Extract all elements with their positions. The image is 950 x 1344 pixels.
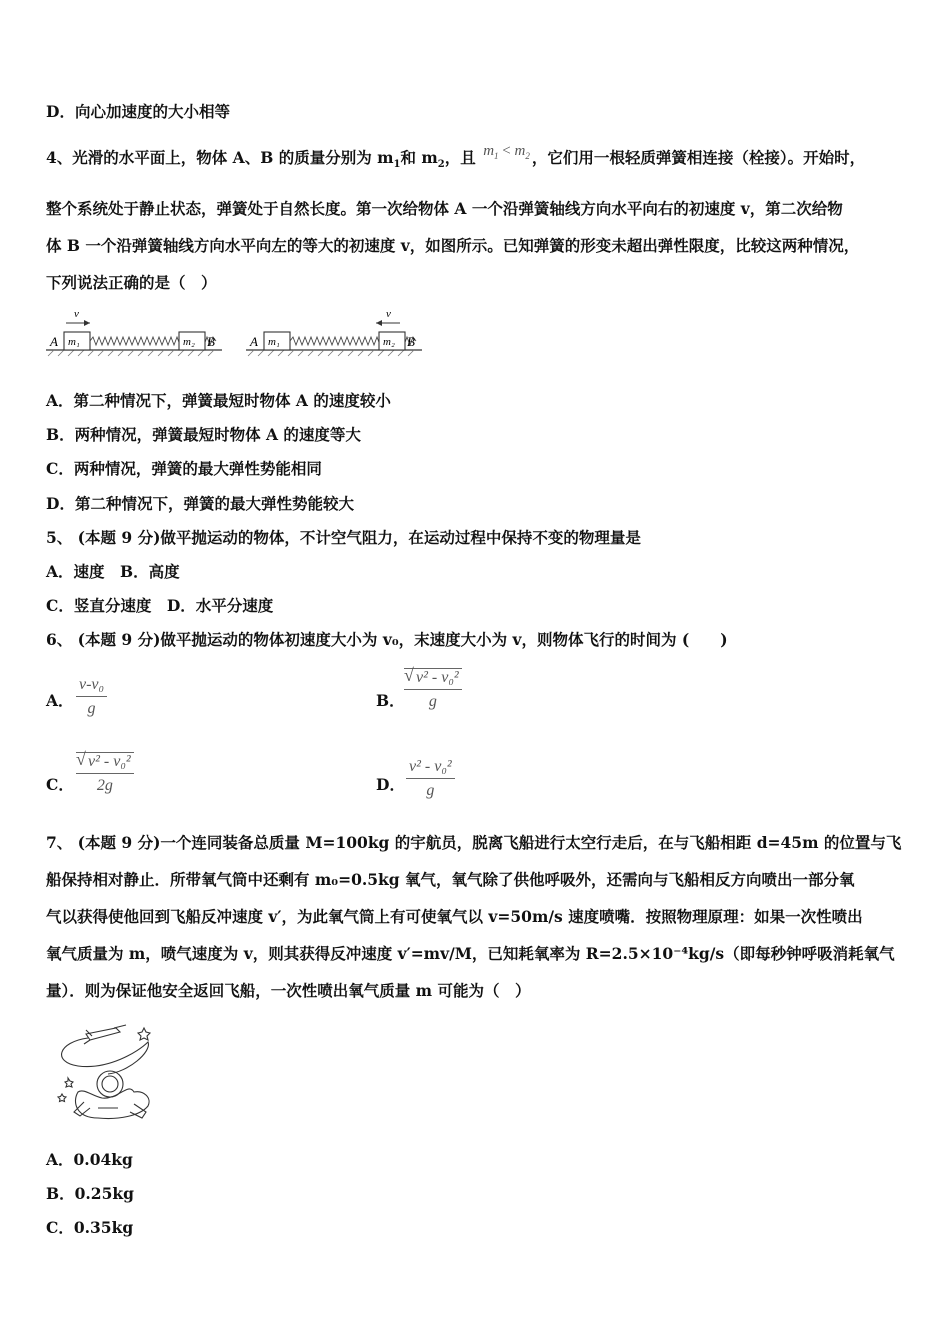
q4-sub1: 1 (393, 159, 401, 171)
label-m1-2: m₁ (268, 336, 280, 348)
label-A-2: A (250, 334, 258, 349)
q6-option-c-formula (76, 749, 134, 795)
q6-option-b-formula (404, 665, 462, 711)
q6-b-num-text: v² - v₀² (416, 669, 459, 686)
q4-option-a[interactable]: A．第二种情况下，弹簧最短时物体 A 的速度较小 (46, 391, 391, 410)
q7-option-c[interactable]: C．0.35kg (46, 1218, 134, 1237)
q4-option-b[interactable]: B．两种情况，弹簧最短时物体 A 的速度等大 (46, 425, 361, 444)
label-m2: m₂ (183, 336, 195, 348)
label-v-right: v (74, 308, 79, 320)
q6-d-num: v² - v₀² (406, 758, 455, 779)
cond-s2: 2 (525, 151, 530, 161)
q4-stem-part-a: 4、光滑的水平面上，物体 A、B 的质量分别为 m (46, 148, 394, 167)
q5-options-row1[interactable]: A．速度 B．高度 (46, 562, 180, 581)
diagram-case-1 (46, 308, 222, 356)
q6-option-b-label[interactable]: B． (376, 691, 405, 710)
q6-b-den: g (428, 693, 437, 710)
arrow-left-icon (376, 320, 382, 326)
q7-option-b[interactable]: B．0.25kg (46, 1184, 134, 1203)
q6-b-num (404, 665, 462, 690)
q6-option-d-formula (406, 758, 455, 800)
star-icon (138, 1028, 150, 1040)
q7-option-a[interactable]: A．0.04kg (46, 1150, 133, 1169)
q4-stem-line3: 体 B 一个沿弹簧轴线方向水平向左的等大的初速度 v，如图所示。已知弹簧的形变未超出弹性限度，比较这两种情况， (46, 236, 860, 255)
label-A: A (50, 334, 58, 349)
sqrt-icon: √ (76, 749, 86, 769)
q4-stem-part-d: ，它们用一根轻质弹簧相连接（栓接）。开始时， (531, 148, 866, 167)
q4-stem-line2: 整个系统处于静止状态，弹簧处于自然长度。第一次给物体 A 一个沿弹簧轴线方向水平向右的初速度 v，第二次给物 (46, 199, 843, 218)
label-B-2: B (407, 334, 415, 349)
prev-option-d: D．向心加速度的大小相等 (46, 102, 230, 121)
q4-sub2: 2 (437, 159, 445, 171)
astronaut-illustration (48, 1022, 160, 1124)
q6-stem: 6、 (本题 9 分)做平抛运动的物体初速度大小为 v₀，末速度大小为 v，则物体飞行的时间为 ( ) (46, 630, 728, 649)
label-B: B (207, 334, 215, 349)
q4-option-c[interactable]: C．两种情况，弹簧的最大弹性势能相同 (46, 459, 322, 478)
q4-stem-part-b: 和 m (400, 148, 438, 167)
cond-m2: m (514, 143, 526, 159)
q6-option-a-label[interactable]: A． (46, 691, 74, 710)
q6-c-den: 2g (96, 777, 113, 794)
q4-stem-line1 (46, 143, 866, 176)
q5-stem: 5、 (本题 9 分)做平抛运动的物体，不计空气阻力，在运动过程中保持不变的物理量是 (46, 528, 641, 547)
q6-option-c-label[interactable]: C． (46, 775, 74, 794)
q6-c-num (76, 749, 134, 774)
label-m2-2: m₂ (383, 336, 395, 348)
arrow-right-icon (84, 320, 90, 326)
cond-lt: < (502, 143, 511, 159)
rocket-icon (86, 1028, 120, 1040)
q4-stem-line4: 下列说法正确的是（ ） (46, 273, 217, 292)
q6-a-den: g (87, 700, 96, 717)
sqrt-icon: √ (404, 665, 414, 685)
cond-m1: m (483, 143, 495, 159)
q5-options-row2[interactable]: C．竖直分速度 D．水平分速度 (46, 596, 274, 615)
q7-stem-line3: 气以获得使他回到飞船反冲速度 v′，为此氧气筒上有可使氧气以 v=50m/s 速度喷嘴．按照物理原理：如果一次性喷出 (46, 907, 863, 926)
q6-a-num: v-v₀ (76, 676, 107, 697)
q7-stem-line4: 氧气质量为 m，喷气速度为 v，则其获得反冲速度 v′=mv/M，已知耗氧率为 R=2.5×10⁻⁴kg/s（即每秒钟呼吸消耗氧气 (46, 944, 895, 963)
label-v-left: v (386, 308, 391, 320)
q6-option-d-label[interactable]: D． (376, 775, 405, 794)
q4-spring-diagrams (44, 308, 434, 364)
q4-option-d[interactable]: D．第二种情况下，弹簧的最大弹性势能较大 (46, 494, 354, 513)
q6-d-den: g (426, 782, 435, 799)
diagram-case-2 (246, 308, 422, 356)
star-icon (65, 1078, 73, 1087)
q6-c-num-text: v² - v₀² (88, 753, 131, 770)
cond-s1: 1 (494, 151, 499, 161)
q7-stem-line5: 量）．则为保证他安全返回飞船，一次性喷出氧气质量 m 可能为（ ） (46, 981, 531, 1000)
q4-stem-part-c: ，且 (444, 148, 476, 167)
q4-mass-condition (483, 143, 530, 159)
q7-stem-line1: 7、 (本题 9 分)一个连同装备总质量 M=100kg 的宇航员，脱离飞船进行太空行走后，在与飞船相距 d=45m 的位置与飞 (46, 833, 902, 852)
q7-stem-line2: 船保持相对静止．所带氧气筒中还剩有 m₀=0.5kg 氧气，氧气除了供他呼吸外，还需向与飞船相反方向喷出一部分氧 (46, 870, 855, 889)
label-m1: m₁ (68, 336, 80, 348)
star-icon (58, 1094, 66, 1102)
q6-option-a-formula (76, 676, 107, 718)
